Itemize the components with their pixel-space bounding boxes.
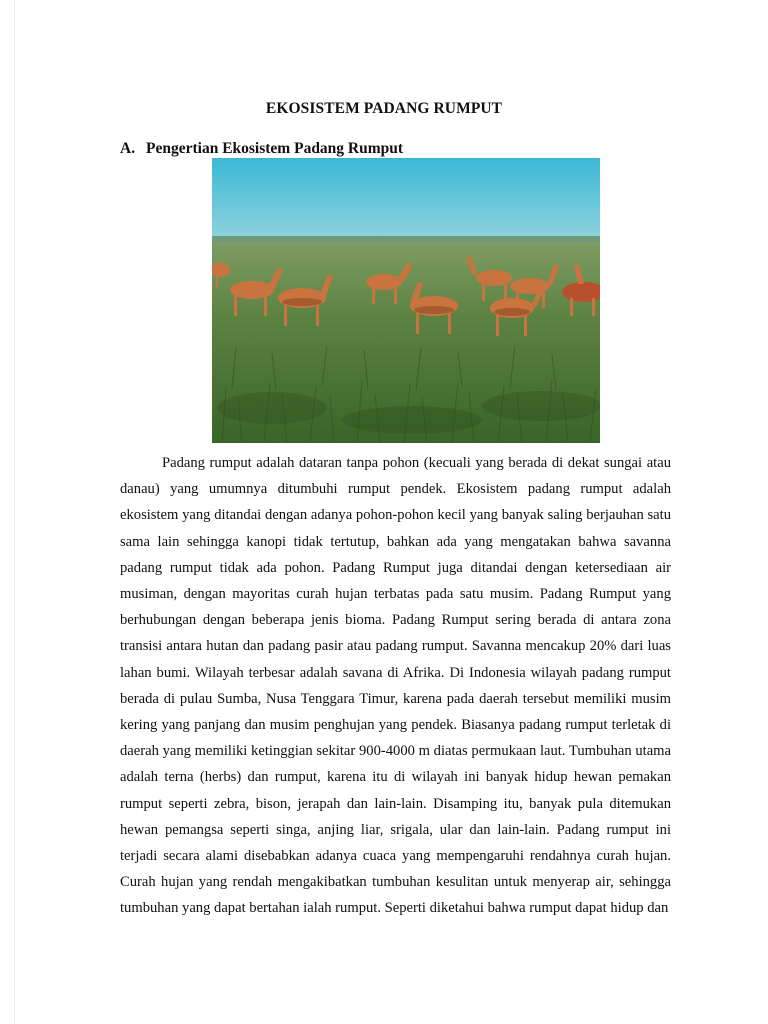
- body-paragraph: Padang rumput adalah dataran tanpa pohon (kecuali yang berada di dekat sungai atau danau) yang umumnya ditumbuhi rumput pendek. Ekosistem padang rumput adalah ekosistem yang ditandai dengan adanya pohon-pohon kecil yang banyak saling berjauhan satu sama lain sehingga kanopi tidak tertutup, bahkan ada yang mengatakan bahwa savanna padang rumput tidak ada pohon. Padang Rumput juga ditandai dengan ketersediaan air musiman, dengan mayoritas curah hujan terbatas pada satu musim. Padang Rumput yang berhubungan dengan beberapa jenis bioma. Padang Rumput sering berada di antara zona transisi antara hutan dan padang pasir atau padang rumput. Savanna mencakup 20% dari luas lahan bumi. Wilayah terbesar adalah savana di Afrika. Di Indonesia wilayah padang rumput berada di pulau Sumba, Nusa Tenggara Timur, karena pada daerah tersebut memiliki musim kering yang panjang dan musim penghujan yang pendek. Biasanya padang rumput terletak di daerah yang memiliki ketinggian sekitar 900-4000 m diatas permukaan laut. Tumbuhan utama adalah terna (herbs) dan rumput, karena itu di wilayah ini banyak hidup hewan pemakan rumput seperti zebra, bison, jerapah dan lain-lain. Disamping itu, banyak pula ditemukan hewan pemangsa seperti singa, anjing liar, srigala, ular dan lain-lain. Padang rumput ini terjadi secara alami disebabkan adanya cuaca yang mempengaruhi rendahnya curah hujan. Curah hujan yang rendah mengakibatkan tumbuhan kesulitan untuk menyerap air, sehingga tumbuhan yang dapat bertahan ialah rumput. Seperti diketahui bahwa rumput dapat hidup dan: [120, 455, 671, 917]
- document-title: EKOSISTEM PADANG RUMPUT: [265, 100, 503, 117]
- grassland-photo: [212, 158, 600, 443]
- section-number: A.: [120, 140, 136, 157]
- section-heading-text: Pengertian Ekosistem Padang Rumput: [146, 140, 404, 157]
- photo-sky: [212, 158, 600, 240]
- section-heading: [120, 140, 403, 158]
- page-edge-line: [14, 0, 15, 1024]
